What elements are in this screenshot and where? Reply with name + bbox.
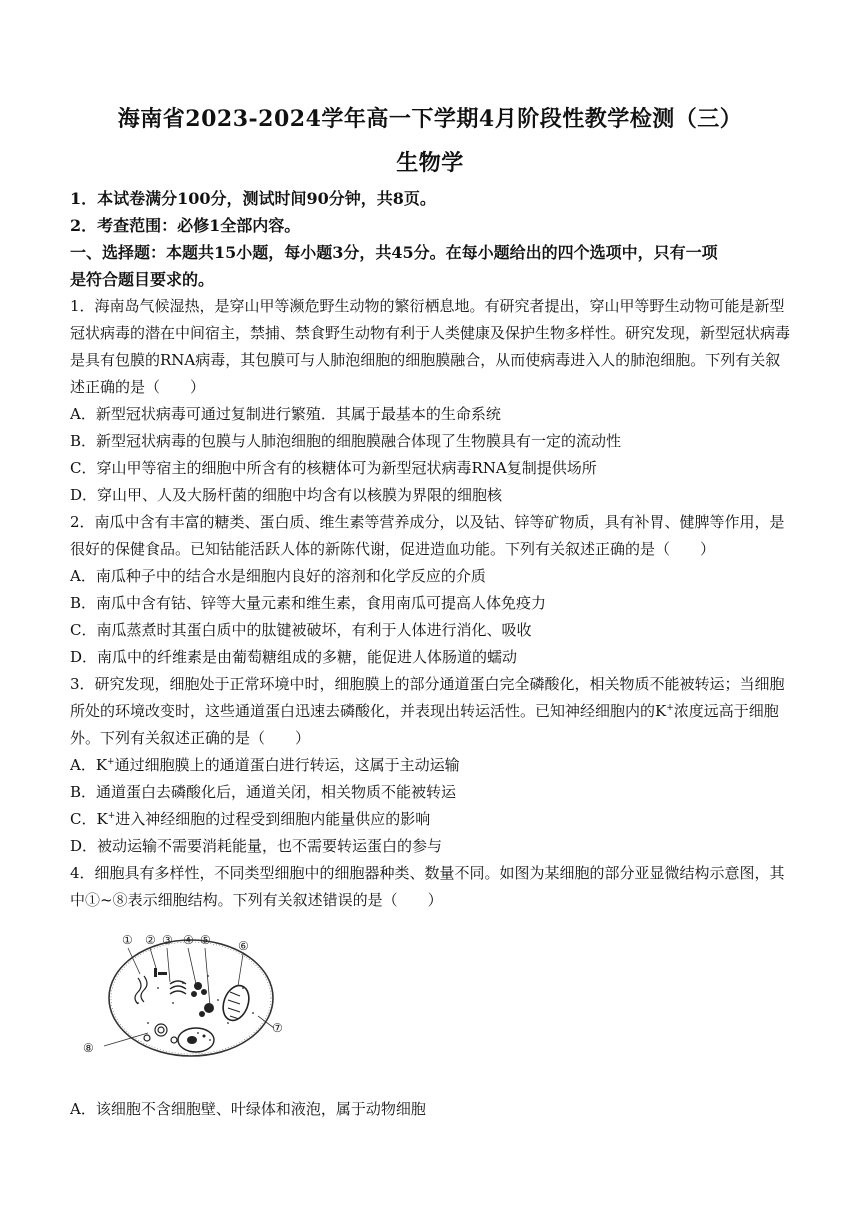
label-3: ③ — [162, 933, 173, 947]
label-1: ① — [122, 933, 133, 947]
q2-stem-line1: 2．南瓜中含有丰富的糖类、蛋白质、维生素等营养成分，以及钴、锌等矿物质，具有补胃、健脾等作用，是 — [70, 513, 785, 531]
q3-stem-line2 — [70, 698, 795, 725]
q1-option-c: C．穿山甲等宿主的细胞中所含有的核糖体可为新型冠状病毒RNA复制提供场所 — [70, 459, 597, 477]
q2-option-b: B．南瓜中含有钴、锌等大量元素和维生素，食用南瓜可提高人体免疫力 — [70, 594, 547, 612]
q2-option-c: C．南瓜蒸煮时其蛋白质中的肽键被破坏，有利于人体进行消化、吸收 — [70, 621, 532, 639]
q3-stem-line2-tail: 浓度远高于细胞 — [673, 702, 779, 720]
section-heading-line2: 是符合题目要求的。 — [70, 270, 215, 289]
q3-option-a-text: 通过细胞膜上的通道蛋白进行转运，这属于主动运输 — [114, 756, 460, 774]
vesicles — [144, 1024, 177, 1043]
instruction-2: 2．考查范围：必修1全部内容。 — [70, 216, 301, 235]
q1-stem-line3: 是具有包膜的RNA病毒，其包膜可与人肺泡细胞的细胞膜融合，从而使病毒进入人的肺泡细胞。下列有关叙 — [70, 351, 781, 369]
mitochondrion — [219, 982, 254, 1024]
exam-subject: 生物学 — [396, 150, 464, 176]
endoplasmic-reticulum — [135, 976, 147, 1004]
superscript-plus: + — [107, 811, 116, 821]
label-4: ④ — [183, 933, 194, 947]
q1-stem-line2: 冠状病毒的潜在中间宿主，禁捕、禁食野生动物有利于人类健康及保护生物多样性。研究发现，新型冠状病毒 — [70, 324, 791, 342]
instruction-1: 1．本试卷满分100分，测试时间90分钟，共8页。 — [70, 189, 436, 208]
section-heading-line1: 一、选择题：本题共15小题，每小题3分，共45分。在每小题给出的四个选项中，只有一项 — [70, 243, 718, 262]
q3-stem-line3: 外。下列有关叙述正确的是（ ） — [70, 729, 311, 747]
q3-stem-line1: 3．研究发现，细胞处于正常环境中时，细胞膜上的部分通道蛋白完全磷酸化，相关物质不能被转运；当细胞 — [70, 675, 785, 693]
q1-option-b: B．新型冠状病毒的包膜与人肺泡细胞的细胞膜融合体现了生物膜具有一定的流动性 — [70, 432, 622, 450]
label-6: ⑥ — [238, 939, 249, 953]
q3-stem-line2-text: 所处的环境改变时，这些通道蛋白迅速去磷酸化，并表现出转运活性。已知神经细胞内的K — [70, 702, 667, 720]
label-7: ⑦ — [272, 1021, 283, 1035]
centrosome — [154, 968, 167, 977]
q4-option-a: A．该细胞不含细胞壁、叶绿体和液泡，属于动物细胞 — [70, 1100, 426, 1118]
q1-option-d: D．穿山甲、人及大肠杆菌的细胞中均含有以核膜为界限的细胞核 — [70, 486, 503, 504]
cell-structure-figure — [78, 928, 298, 1058]
exam-title: 海南省2023-2024学年高一下学期4月阶段性教学检测（三） — [117, 106, 743, 132]
ribosome-cluster — [191, 982, 214, 1017]
superscript-plus: + — [107, 757, 115, 767]
q2-option-a: A．南瓜种子中的结合水是细胞内良好的溶剂和化学反应的介质 — [70, 567, 486, 585]
q1-stem-line4: 述正确的是（ ） — [70, 378, 206, 396]
q1-option-a: A．新型冠状病毒可通过复制进行繁殖．其属于最基本的生命系统 — [70, 405, 501, 423]
q1-stem-line1: 1．海南岛气候湿热，是穿山甲等濒危野生动物的繁衍栖息地。有研究者提出，穿山甲等野生动物可能是新型 — [70, 297, 785, 315]
q3-option-a — [70, 752, 790, 779]
label-2: ② — [145, 933, 156, 947]
q2-stem-line2: 很好的保健食品。已知钴能活跃人体的新陈代谢，促进造血功能。下列有关叙述正确的是（ ） — [70, 540, 716, 558]
label-8: ⑧ — [83, 1041, 94, 1055]
q2-option-d: D．南瓜中的纤维素是由葡萄糖组成的多糖，能促进人体肠道的蠕动 — [70, 648, 518, 666]
q4-stem-line1: 4．细胞具有多样性，不同类型细胞中的细胞器种类、数量不同。如图为某细胞的部分亚显微结构示意图，其 — [70, 864, 785, 882]
q3-option-c — [70, 806, 790, 833]
golgi-apparatus — [170, 981, 186, 994]
superscript-plus: + — [666, 703, 674, 713]
nucleus — [178, 1028, 214, 1052]
q3-option-c-prefix: C．K — [70, 810, 108, 828]
q3-option-c-text: 进入神经细胞的过程受到细胞内能量供应的影响 — [115, 810, 431, 828]
q4-stem-line2: 中①~⑧表示细胞结构。下列有关叙述错误的是（ ） — [70, 891, 443, 909]
q3-option-a-prefix: A．K — [70, 756, 108, 774]
q3-option-b: B．通道蛋白去磷酸化后，通道关闭，相关物质不能被转运 — [70, 783, 457, 801]
q3-option-d: D．被动运输不需要消耗能量，也不需要转运蛋白的参与 — [70, 837, 443, 855]
label-5: ⑤ — [200, 933, 211, 947]
